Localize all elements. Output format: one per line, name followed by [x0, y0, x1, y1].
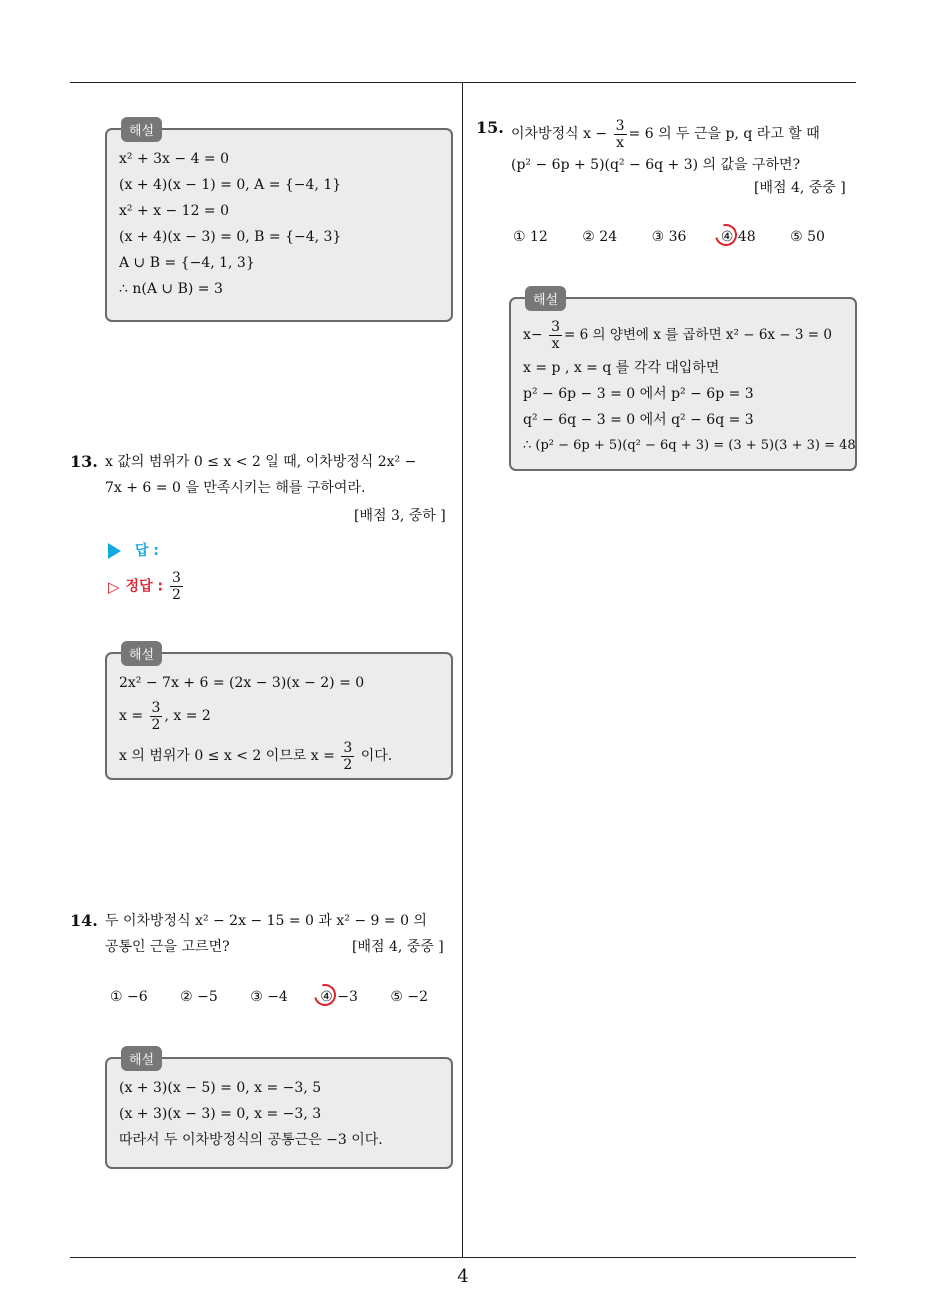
solution-tag: 해설: [121, 641, 162, 666]
score-label-15: [배점 4, 중중 ]: [754, 180, 846, 196]
solution-line: [119, 736, 439, 776]
solution-text: , x = 2: [164, 708, 211, 724]
solution-fraction: [150, 700, 163, 733]
solution-line: [119, 696, 439, 736]
solution-text: x 의 범위가 0 ≤ x < 2 이므로 x =: [119, 748, 335, 764]
solution-fraction: [549, 319, 562, 352]
fraction-numerator: 3: [343, 739, 353, 756]
fraction-numerator: 3: [151, 699, 161, 716]
solution-line: A ∪ B = {−4, 1, 3}: [119, 255, 255, 271]
question-text: = 6 의 두 근을 p, q 라고 할 때: [628, 126, 820, 142]
question-line: 공통인 근을 고르면?: [105, 939, 230, 955]
question-number-13: 13.: [70, 452, 98, 471]
fraction-denominator: 2: [151, 716, 161, 733]
solution-box-q15: [509, 293, 857, 471]
answer-label: 답 :: [135, 543, 159, 559]
solution-box-q12: [105, 124, 453, 322]
choice-label: ④ −3: [320, 989, 358, 1005]
solution-line: p² − 6p − 3 = 0 에서 p² − 6p = 3: [523, 386, 754, 402]
correct-answer-label: 정답 :: [125, 578, 164, 595]
solution-text: 이다.: [356, 748, 393, 764]
choice-3[interactable]: ③ −4: [250, 989, 288, 1005]
score-label-13: [배점 3, 중하 ]: [354, 508, 446, 524]
choice-4-selected[interactable]: [721, 229, 756, 245]
choices-q14: [110, 989, 428, 1005]
question-line: 7x + 6 = 0 을 만족시키는 해를 구하여라.: [105, 480, 366, 496]
correct-answer-fraction: [170, 570, 183, 603]
fraction-denominator: x: [616, 134, 625, 151]
choice-3[interactable]: ③ 36: [651, 229, 687, 245]
question-line: 두 이차방정식 x² − 2x − 15 = 0 과 x² − 9 = 0 의: [105, 913, 427, 929]
question-13-text: [105, 449, 416, 501]
column-divider: [462, 83, 463, 1257]
solution-line: ∴ n(A ∪ B) = 3: [119, 281, 223, 297]
solution-line: q² − 6q − 3 = 0 에서 q² − 6q = 3: [523, 412, 754, 428]
solution-tag: 해설: [121, 117, 162, 142]
selected-circle-mark: [310, 980, 340, 1010]
solution-line: 2x² − 7x + 6 = (2x − 3)(x − 2) = 0: [119, 675, 365, 691]
choice-5[interactable]: ⑤ 50: [790, 229, 825, 245]
choice-4-selected[interactable]: [320, 989, 358, 1005]
correct-answer-row: [108, 570, 185, 603]
solution-line: 따라서 두 이차방정식의 공통근은 −3 이다.: [119, 1132, 383, 1148]
solution-tag: 해설: [121, 1046, 162, 1071]
fraction-numerator: 3: [551, 318, 561, 335]
outline-triangle-icon: ▷: [108, 577, 120, 596]
question-number-15: 15.: [476, 118, 504, 137]
solution-line: (x + 3)(x − 5) = 0, x = −3, 5: [119, 1080, 322, 1096]
solution-line: (x + 4)(x − 1) = 0, A = {−4, 1}: [119, 177, 342, 193]
solution-line: (x + 4)(x − 3) = 0, B = {−4, 3}: [119, 229, 342, 245]
question-fraction: [614, 118, 627, 151]
solution-line: x² + x − 12 = 0: [119, 203, 230, 219]
fraction-numerator: 3: [615, 117, 625, 134]
answer-row[interactable]: [108, 540, 159, 560]
fraction-denominator: 2: [343, 756, 353, 773]
solution-fraction: [341, 740, 354, 773]
play-triangle-icon: [108, 543, 121, 559]
score-label-14: [배점 4, 중중 ]: [352, 939, 444, 955]
solution-box-q13: [105, 648, 453, 780]
top-rule: [70, 82, 856, 83]
solution-line: [523, 315, 843, 355]
solution-tag: 해설: [525, 286, 566, 311]
selected-circle-mark: [711, 220, 741, 250]
fraction-denominator: x: [551, 335, 560, 352]
question-line: (p² − 6p + 5)(q² − 6q + 3) 의 값을 구하면?: [511, 157, 801, 173]
question-line: [511, 116, 820, 152]
solution-line: (x + 3)(x − 3) = 0, x = −3, 3: [119, 1106, 322, 1122]
choice-2[interactable]: ② −5: [180, 989, 218, 1005]
question-line: x 값의 범위가 0 ≤ x < 2 일 때, 이차방정식 2x² −: [105, 454, 417, 470]
question-number-14: 14.: [70, 911, 98, 930]
choice-5[interactable]: ⑤ −2: [390, 989, 429, 1005]
choice-1[interactable]: ① 12: [513, 229, 548, 245]
choice-1[interactable]: ① −6: [110, 989, 148, 1005]
solution-text: x =: [119, 708, 144, 724]
question-15-text: [511, 116, 820, 178]
choice-2[interactable]: ② 24: [582, 229, 618, 245]
solution-line: ∴ (p² − 6p + 5)(q² − 6q + 3) = (3 + 5)(3 + 3) = 48: [523, 438, 856, 453]
choice-label: ④ 48: [720, 229, 756, 245]
question-text: 이차방정식 x −: [511, 126, 608, 142]
page-number: 4: [457, 1266, 469, 1287]
solution-text: x−: [523, 327, 543, 343]
fraction-numerator: 3: [171, 570, 181, 586]
fraction-denominator: 2: [171, 587, 181, 603]
solution-box-q14: [105, 1053, 453, 1169]
solution-text: = 6 의 양변에 x 를 곱하면 x² − 6x − 3 = 0: [564, 327, 832, 343]
bottom-rule: [70, 1257, 856, 1258]
solution-line: x² + 3x − 4 = 0: [119, 151, 230, 167]
choices-q15: [513, 229, 825, 245]
solution-line: x = p , x = q 를 각각 대입하면: [523, 360, 720, 376]
